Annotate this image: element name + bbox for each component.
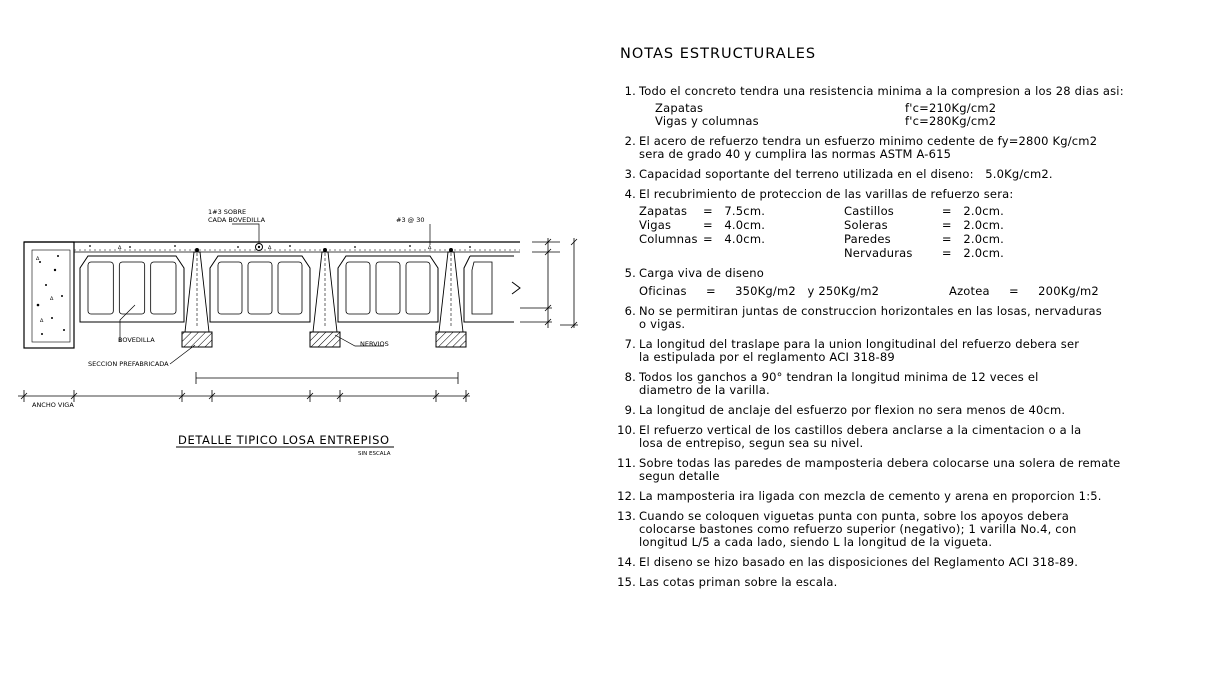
topping-slab [24,242,520,252]
note-number: 4. [624,187,636,201]
note-text: o vigas. [639,317,686,331]
cover-value: 2.0cm. [963,218,1004,232]
note-text: Carga viva de diseno [639,266,765,280]
label-nervios: NERVIOS [360,340,389,348]
cover-label: Vigas [639,218,672,232]
note-3 [616,168,1196,181]
label-rebar-over-2: CADA BOVEDILLA [208,216,266,224]
cover-label: Castillos [844,204,894,218]
note-number: 13. [617,509,636,523]
note-text: diametro de la varilla. [639,383,770,397]
svg-text:∆: ∆ [428,245,432,251]
joist [310,248,340,347]
structural-notes [616,48,1196,596]
note-text: Todo el concreto tendra una resistencia minima a la compresion a los 28 dias asi: [639,84,1124,98]
note-text: El refuerzo vertical de los castillos debera anclarse a la cimentacion o a la [639,423,1082,437]
note-12 [616,490,1196,503]
note-number: 15. [617,575,636,589]
note-number: 10. [617,423,636,437]
svg-text:∆: ∆ [40,318,44,324]
note-text: El diseno se hizo basado en las disposiciones del Reglamento ACI 318-89. [639,555,1079,569]
joist [436,248,466,347]
note-number: 6. [624,304,636,318]
note-text: la estipulada por el reglamento ACI 318-89 [639,350,895,364]
note-number: 1. [624,84,636,98]
svg-text:∆: ∆ [50,296,54,302]
cover-label: Zapatas [639,204,688,218]
label-rebar-over: 1#3 SOBRE [208,208,247,216]
note-13 [616,510,1196,549]
joist [182,248,212,347]
cover-table: Zapatas = 7.5cm. Castillos = 2.0cm. Vigas = 4.0cm. Soleras = 2.0cm. Columnas = 4.0cm. Paredes = 2.0cm. Nervaduras = 2.0cm. [639,204,1004,260]
note-text: segun detalle [639,469,720,483]
note-9 [616,404,1196,417]
note-number: 7. [624,337,636,351]
notes-title: NOTAS ESTRUCTURALES [620,46,817,62]
live-load-roof: Azotea = 200Kg/m2 [949,284,1099,298]
note-number: 2. [624,134,636,148]
note-text: longitud L/5 a cada lado, siendo L la longitud de la vigueta. [639,535,993,549]
note-text: El recubrimiento de proteccion de las varillas de refuerzo sera: [639,187,1014,201]
note-10 [616,424,1196,450]
note-11 [616,457,1196,483]
note-2 [616,135,1196,161]
vertical-dimensions [520,238,578,328]
svg-text:∆: ∆ [118,245,122,251]
note-text: No se permitiran juntas de construccion horizontales en las losas, nervaduras [639,304,1102,318]
bovedilla-block [464,256,514,322]
cover-label: Soleras [844,218,888,232]
note-number: 5. [624,266,636,280]
note-number: 9. [624,403,636,417]
note-text: La mamposteria ira ligada con mezcla de cemento y arena en proporcion 1:5. [639,489,1102,503]
note-6 [616,305,1196,331]
note-text: Sobre todas las paredes de mamposteria debera colocarse una solera de remate [639,456,1121,470]
detail-title: DETALLE TIPICO LOSA ENTREPISO [178,433,390,447]
note-text: losa de entrepiso, segun sea su nivel. [639,436,864,450]
note-number: 11. [617,456,636,470]
note-5 [616,267,1196,298]
strength-value: f'c=280Kg/cm2 [905,114,997,128]
note-text: El acero de refuerzo tendra un esfuerzo minimo cedente de fy=2800 Kg/cm2 [639,134,1098,148]
prefab-joists [182,248,466,347]
note-text: Capacidad soportante del terreno utilizada en el diseno: 5.0Kg/cm2. [639,167,1053,181]
svg-text:∆: ∆ [268,245,272,251]
note-4 [616,188,1196,260]
bovedilla-block [80,256,184,322]
label-bovedilla: BOVEDILLA [118,336,155,344]
cover-value: 2.0cm. [963,204,1004,218]
detail-scale: SIN ESCALA [358,451,391,457]
concrete-strength-table [655,102,1196,128]
note-number: 8. [624,370,636,384]
cover-value: 2.0cm. [963,232,1004,246]
strength-label: Zapatas [655,101,704,115]
note-7 [616,338,1196,364]
break-line [512,282,520,294]
note-text: Las cotas priman sobre la escala. [639,575,838,589]
edge-beam [24,242,74,348]
label-beam-width: ANCHO VIGA [32,401,74,409]
label-prefab-section: SECCION PREFABRICADA [88,360,169,368]
note-text: La longitud del traslape para la union longitudinal del refuerzo debera ser [639,337,1080,351]
cover-label: Columnas [639,232,698,246]
note-14 [616,556,1196,569]
label-rebar-spacing: #3 @ 30 [396,216,425,224]
note-number: 3. [624,167,636,181]
note-8 [616,371,1196,397]
note-1 [616,85,1196,128]
live-load-table [639,285,1196,298]
note-text: sera de grado 40 y cumplira las normas ASTM A-615 [639,147,952,161]
note-text: Cuando se coloquen viguetas punta con punta, sobre los apoyos debera [639,509,1069,523]
note-number: 12. [617,489,636,503]
strength-value: f'c=210Kg/cm2 [905,101,997,115]
cover-label: Nervaduras [844,246,913,260]
note-text: La longitud de anclaje del esfuerzo por flexion no sera menos de 40cm. [639,403,1066,417]
live-load-offices: Oficinas = 350Kg/m2 y 250Kg/m2 [639,284,880,298]
svg-text:∆: ∆ [36,256,40,262]
note-15 [616,576,1196,589]
bovedilla-block [338,256,438,322]
cover-value: 2.0cm. [963,246,1004,260]
cover-value: 4.0cm. [724,218,766,232]
cover-value: 4.0cm. [724,232,766,246]
horizontal-dimensions [18,372,470,402]
strength-label: Vigas y columnas [655,114,759,128]
cover-label: Paredes [844,232,891,246]
cover-value: 7.5cm. [724,204,766,218]
bovedilla-blocks [80,256,514,322]
note-text: colocarse bastones como refuerzo superior (negativo); 1 varilla No.4, con [639,522,1077,536]
bovedilla-block [210,256,310,322]
note-number: 14. [617,555,636,569]
note-text: Todos los ganchos a 90° tendran la longitud minima de 12 veces el [639,370,1039,384]
